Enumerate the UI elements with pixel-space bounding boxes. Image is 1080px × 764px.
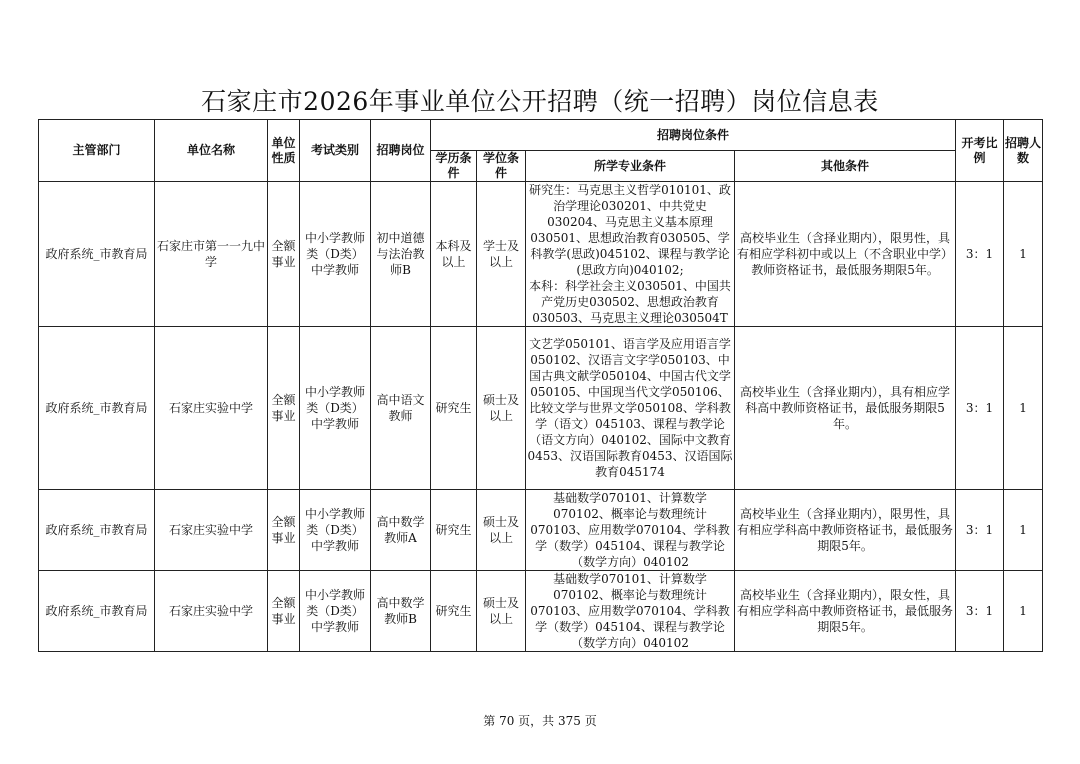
- cell-unit: 石家庄实验中学: [155, 490, 268, 571]
- cell-ratio: 3：1: [956, 327, 1004, 490]
- header-unit: 单位名称: [155, 120, 268, 182]
- cell-degree: 硕士及以上: [477, 571, 526, 652]
- cell-nature: 全额事业: [268, 182, 300, 327]
- cell-nature: 全额事业: [268, 327, 300, 490]
- cell-post: 高中语文教师: [371, 327, 431, 490]
- cell-dept: 政府系统_市教育局: [39, 182, 155, 327]
- cell-count: 1: [1004, 490, 1043, 571]
- header-dept: 主管部门: [39, 120, 155, 182]
- cell-ratio: 3：1: [956, 571, 1004, 652]
- cell-post: 初中道德与法治教师B: [371, 182, 431, 327]
- cell-ratio: 3：1: [956, 182, 1004, 327]
- header-post: 招聘岗位: [371, 120, 431, 182]
- header-degree: 学位条件: [477, 151, 526, 182]
- cell-dept: 政府系统_市教育局: [39, 571, 155, 652]
- header-major: 所学专业条件: [526, 151, 735, 182]
- header-exam: 考试类别: [300, 120, 371, 182]
- table-row: [39, 327, 1043, 490]
- cell-education: 研究生: [431, 490, 477, 571]
- header-count: 招聘人数: [1004, 120, 1043, 182]
- cell-post: 高中数学教师B: [371, 571, 431, 652]
- cell-degree: 硕士及以上: [477, 490, 526, 571]
- page-footer: 第 70 页，共 375 页: [483, 714, 597, 728]
- cell-ratio: 3：1: [956, 490, 1004, 571]
- cell-degree: 学士及以上: [477, 182, 526, 327]
- header-other: 其他条件: [735, 151, 956, 182]
- cell-major: 基础数学070101、计算数学070102、概率论与数理统计070103、应用数学070104、学科教学（数学）045104、课程与教学论（数学方向）040102: [526, 571, 735, 652]
- cell-dept: 政府系统_市教育局: [39, 327, 155, 490]
- page-title: 石家庄市2026年事业单位公开招聘（统一招聘）岗位信息表: [201, 87, 879, 116]
- cell-count: 1: [1004, 327, 1043, 490]
- table-row: [39, 490, 1043, 571]
- header-ratio: 开考比例: [956, 120, 1004, 182]
- table-row: [39, 571, 1043, 652]
- cell-exam: 中小学教师类（D类）中学教师: [300, 327, 371, 490]
- cell-education: 研究生: [431, 327, 477, 490]
- cell-major: 基础数学070101、计算数学070102、概率论与数理统计070103、应用数学070104、学科教学（数学）045104、课程与教学论（数学方向）040102: [526, 490, 735, 571]
- cell-exam: 中小学教师类（D类）中学教师: [300, 490, 371, 571]
- header-education: 学历条件: [431, 151, 477, 182]
- header-conditions: 招聘岗位条件: [431, 120, 956, 151]
- cell-degree: 硕士及以上: [477, 327, 526, 490]
- cell-exam: 中小学教师类（D类）中学教师: [300, 571, 371, 652]
- cell-other: 高校毕业生（含择业期内），限男性，具有相应学科高中教师资格证书，最低服务期限5年。: [735, 490, 956, 571]
- cell-dept: 政府系统_市教育局: [39, 490, 155, 571]
- cell-nature: 全额事业: [268, 490, 300, 571]
- table-row: [39, 182, 1043, 327]
- cell-other: 高校毕业生（含择业期内），限女性，具有相应学科高中教师资格证书，最低服务期限5年。: [735, 571, 956, 652]
- cell-count: 1: [1004, 571, 1043, 652]
- cell-unit: 石家庄实验中学: [155, 327, 268, 490]
- cell-other: 高校毕业生（含择业期内），限男性，具有相应学科初中或以上（不含职业中学）教师资格证书，最低服务期限5年。: [735, 182, 956, 327]
- header-nature: 单位性质: [268, 120, 300, 182]
- cell-exam: 中小学教师类（D类）中学教师: [300, 182, 371, 327]
- cell-count: 1: [1004, 182, 1043, 327]
- cell-unit: 石家庄实验中学: [155, 571, 268, 652]
- cell-post: 高中数学教师A: [371, 490, 431, 571]
- cell-major: 文艺学050101、语言学及应用语言学050102、汉语言文字学050103、中国古典文献学050104、中国古代文学050105、中国现当代文学050106、比较文学与世界文学050108、学科教学（语文）045103、课程与教学论（语文方向）040102、国际中文教育0453、汉语国际教育0453、汉语国际教育045174: [526, 327, 735, 490]
- cell-nature: 全额事业: [268, 571, 300, 652]
- cell-major: 研究生：马克思主义哲学010101、政治学理论030201、中共党史030204、马克思主义基本原理030501、思想政治教育030505、学科教学(思政)045102、课程与教学论(思政方向)040102; 本科：科学社会主义030501、中国共产党历史030502、思想政治教育030503、马克思主义理论030504T: [526, 182, 735, 327]
- cell-unit: 石家庄市第一一九中学: [155, 182, 268, 327]
- job-info-table: [38, 119, 1043, 652]
- cell-other: 高校毕业生（含择业期内），具有相应学科高中教师资格证书，最低服务期限5年。: [735, 327, 956, 490]
- cell-education: 研究生: [431, 571, 477, 652]
- cell-education: 本科及以上: [431, 182, 477, 327]
